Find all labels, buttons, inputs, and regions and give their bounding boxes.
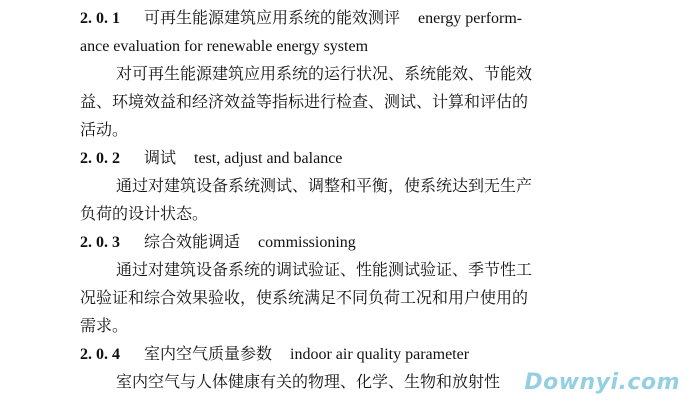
entry-heading-204 [80,344,620,365]
entry-body-line: 益、环境效益和经济效益等指标进行检查、测试、计算和评估的 [80,92,529,111]
entry-title-zh: 综合效能调适 [144,232,241,251]
entry-body-line: 活动。 [80,120,129,139]
entry-title-en-continued [80,36,620,57]
entry-heading-201 [80,8,620,29]
entry-body-line: 况验证和综合效果验收，使系统满足不同负荷工况和用户使用的 [80,288,529,307]
entry-body-line: 室内空气与人体健康有关的物理、化学、生物和放射性 [116,372,501,391]
entry-title-en: indoor air quality parameter [290,346,470,363]
watermark: Downyi.com [524,370,680,395]
entry-title-zh: 调试 [144,148,177,167]
entry-heading-202 [80,148,620,169]
entry-body-line: 对可再生能源建筑应用系统的运行状况、系统能效、节能效 [116,64,533,83]
entry-title-en: commissioning [258,234,356,251]
entry-title-en: energy perform- [418,10,523,27]
entry-title-zh: 室内空气质量参数 [144,344,273,363]
entry-body-line: 负荷的设计状态。 [80,204,209,223]
entry-number: 2. 0. 1 [80,10,120,27]
entry-body-line: 需求。 [80,316,129,335]
entry-number: 2. 0. 2 [80,150,120,167]
entry-number: 2. 0. 3 [80,234,120,251]
entry-number: 2. 0. 4 [80,346,120,363]
entry-title-en: test, adjust and balance [194,150,343,167]
entry-body-line: 通过对建筑设备系统的调试验证、性能测试验证、季节性工 [116,260,533,279]
entry-heading-203 [80,232,620,253]
entry-title-en-cont: ance evaluation for renewable energy system [80,38,369,55]
entry-title-zh: 可再生能源建筑应用系统的能效测评 [144,8,401,27]
entry-body-line: 通过对建筑设备系统测试、调整和平衡，使系统达到无生产 [116,176,533,195]
